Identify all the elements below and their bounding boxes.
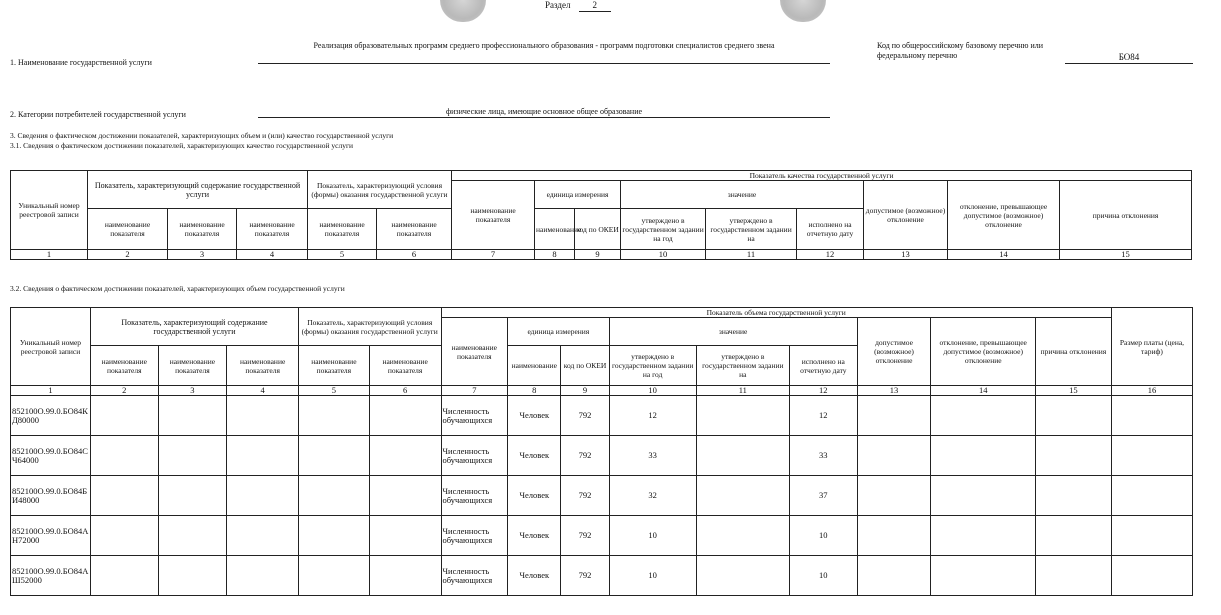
q-h-unit: единица измерения [535, 181, 621, 209]
q-col-number: 10 [621, 250, 706, 260]
v-col-number: 7 [441, 386, 508, 396]
q-h-ind-name: наименование показателя [452, 181, 535, 250]
q-h-exceed: отклонение, превышающее допустимое (возможное) отклонение [948, 181, 1060, 250]
punch-hole-left [440, 0, 486, 22]
punch-hole-right [780, 0, 826, 22]
v-h-conditions: Показатель, характеризующий условия (формы) оказания государственной услуги [299, 308, 441, 346]
q-col-number: 7 [452, 250, 535, 260]
row-okei: 792 [561, 436, 609, 476]
section-label: Раздел [545, 0, 571, 10]
v-h-unit-name: наименование [508, 346, 561, 386]
row-unit: Человек [508, 476, 561, 516]
q-h-param-name: наименование показателя [168, 209, 237, 250]
v-col-number: 11 [696, 386, 789, 396]
q-col-number: 9 [575, 250, 621, 260]
q-col-number: 1 [11, 250, 88, 260]
v-col-number: 15 [1035, 386, 1111, 396]
row-indicator: Численность обучающихся [441, 556, 508, 596]
v-h-reason: причина отклонения [1035, 318, 1111, 386]
v-col-number: 9 [561, 386, 609, 396]
q-h-unique: Уникальный номер реестровой записи [11, 171, 88, 250]
q-col-number: 11 [706, 250, 797, 260]
v-col-number: 2 [90, 386, 158, 396]
row-unit: Человек [508, 556, 561, 596]
row-indicator: Численность обучающихся [441, 436, 508, 476]
v-col-number: 5 [299, 386, 370, 396]
v-col-number: 8 [508, 386, 561, 396]
v-h-okei: код по ОКЕИ [561, 346, 609, 386]
v-h-unique: Уникальный номер реестровой записи [11, 308, 91, 386]
q-h-content: Показатель, характеризующий содержание государственной услуги [88, 171, 308, 209]
q-h-done: исполнено на отчетную дату [797, 209, 864, 250]
v-h-allowed: допустимое (возможное) отклонение [857, 318, 931, 386]
q-h-allowed: допустимое (возможное) отклонение [864, 181, 948, 250]
q-h-group: Показатель качества государственной услуги [452, 171, 1192, 181]
row-indicator: Численность обучающихся [441, 516, 508, 556]
row-approved: 10 [609, 556, 696, 596]
q-h-approved-on: утверждено в государственном задании на [706, 209, 797, 250]
q-col-number: 6 [377, 250, 452, 260]
volume-table [10, 307, 1193, 596]
v-h-fee: Размер платы (цена, тариф) [1111, 308, 1192, 386]
row-okei: 792 [561, 516, 609, 556]
row-approved: 32 [609, 476, 696, 516]
v-h-param-name: наименование показателя [90, 346, 158, 386]
service-code-value: БО84 [1065, 52, 1193, 64]
section-number: 2 [579, 0, 611, 12]
row-approved: 12 [609, 396, 696, 436]
service-name-value: Реализация образовательных программ среднего профессионального образования - программ подготовки специалистов среднего звена [258, 41, 830, 64]
v-h-approved-on: утверждено в государственном задании на [696, 346, 789, 386]
q-h-value: значение [621, 181, 864, 209]
v-col-number: 3 [158, 386, 227, 396]
v-h-done: исполнено на отчетную дату [789, 346, 857, 386]
row-done: 10 [789, 556, 857, 596]
q-col-number: 2 [88, 250, 168, 260]
v-col-number: 1 [11, 386, 91, 396]
q-col-number: 4 [237, 250, 308, 260]
row-done: 10 [789, 516, 857, 556]
row-code: 852100О.99.0.БО84АШ52000 [11, 556, 91, 596]
v-h-param-name: наименование показателя [299, 346, 370, 386]
row-unit: Человек [508, 516, 561, 556]
v-h-param-name: наименование показателя [227, 346, 299, 386]
row-code: 852100О.99.0.БО84СЧ64000 [11, 436, 91, 476]
row-unit: Человек [508, 396, 561, 436]
q-col-number: 12 [797, 250, 864, 260]
section-3-heading: 3. Сведения о фактическом достижении показателей, характеризующих объем и (или) качество государственной услуги [10, 131, 394, 140]
row-done: 33 [789, 436, 857, 476]
quality-table [10, 170, 1192, 260]
v-col-number: 10 [609, 386, 696, 396]
q-col-number: 14 [948, 250, 1060, 260]
q-h-okei: код по ОКЕИ [575, 209, 621, 250]
q-col-number: 15 [1060, 250, 1192, 260]
row-done: 37 [789, 476, 857, 516]
q-col-number: 3 [168, 250, 237, 260]
section-3-2-heading: 3.2. Сведения о фактическом достижении показателей, характеризующих объем государственной услуги [10, 284, 345, 293]
row-indicator: Численность обучающихся [441, 396, 508, 436]
row-approved: 33 [609, 436, 696, 476]
section-3-1-heading: 3.1. Сведения о фактическом достижении показателей, характеризующих качество государственной услуги [10, 141, 354, 150]
q-h-param-name: наименование показателя [308, 209, 377, 250]
v-col-number: 13 [857, 386, 931, 396]
v-h-value: значение [609, 318, 857, 346]
consumers-value: физические лица, имеющие основное общее образование [258, 107, 830, 118]
row-code: 852100О.99.0.БО84АН72000 [11, 516, 91, 556]
row-approved: 10 [609, 516, 696, 556]
table-row [11, 516, 1193, 556]
table-row [11, 436, 1193, 476]
row-okei: 792 [561, 556, 609, 596]
row-done: 12 [789, 396, 857, 436]
row-okei: 792 [561, 396, 609, 436]
row-okei: 792 [561, 476, 609, 516]
section-header [545, 0, 611, 12]
v-col-number: 6 [369, 386, 441, 396]
v-col-number: 4 [227, 386, 299, 396]
q-h-conditions: Показатель, характеризующий условия (формы) оказания государственной услуги [308, 171, 452, 209]
v-h-content: Показатель, характеризующий содержание государственной услуги [90, 308, 298, 346]
v-col-number: 14 [931, 386, 1036, 396]
v-h-approved-year: утверждено в государственном задании на год [609, 346, 696, 386]
v-col-number: 12 [789, 386, 857, 396]
q-h-unit-name: наименование [535, 209, 575, 250]
v-h-param-name: наименование показателя [369, 346, 441, 386]
row-code: 852100О.99.0.БО84КД80000 [11, 396, 91, 436]
table-row [11, 476, 1193, 516]
row-unit: Человек [508, 436, 561, 476]
table-row [11, 396, 1193, 436]
consumers-label: 2. Категории потребителей государственной услуги [10, 110, 186, 119]
v-col-number: 16 [1111, 386, 1192, 396]
q-col-number: 5 [308, 250, 377, 260]
q-h-reason: причина отклонения [1060, 181, 1192, 250]
q-col-number: 13 [864, 250, 948, 260]
service-code-label: Код по общероссийскому базовому перечню или федеральному перечню [877, 41, 1044, 60]
q-h-param-name: наименование показателя [377, 209, 452, 250]
v-h-param-name: наименование показателя [158, 346, 227, 386]
v-h-exceed: отклонение, превышающее допустимое (возможное) отклонение [931, 318, 1036, 386]
q-h-approved-year: утверждено в государственном задании на год [621, 209, 706, 250]
v-h-unit: единица измерения [508, 318, 609, 346]
q-h-param-name: наименование показателя [237, 209, 308, 250]
row-code: 852100О.99.0.БО84БИ48000 [11, 476, 91, 516]
v-h-group: Показатель объема государственной услуги [441, 308, 1111, 318]
v-h-ind-name: наименование показателя [441, 318, 508, 386]
service-name-label: 1. Наименование государственной услуги [10, 58, 152, 67]
row-indicator: Численность обучающихся [441, 476, 508, 516]
q-h-param-name: наименование показателя [88, 209, 168, 250]
table-row [11, 556, 1193, 596]
q-col-number: 8 [535, 250, 575, 260]
